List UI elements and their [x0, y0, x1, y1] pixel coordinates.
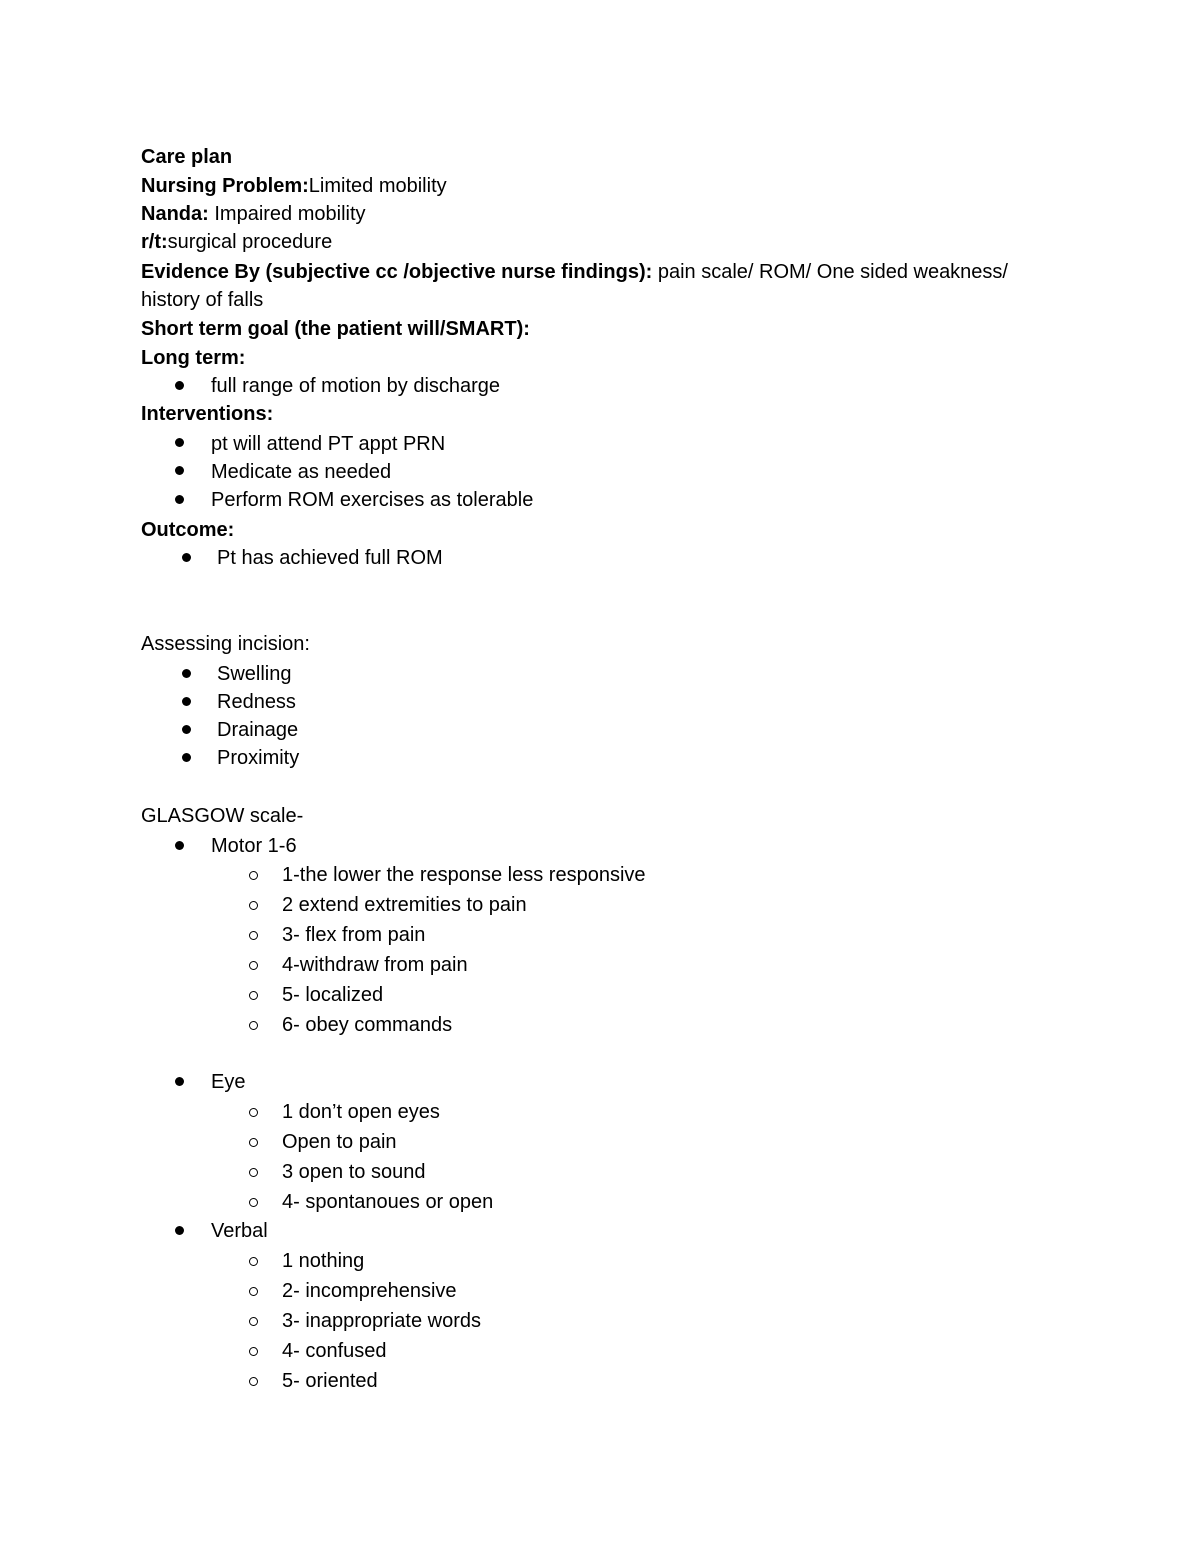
sub-bullet-icon [249, 1377, 258, 1386]
verbal-item: 4- confused [282, 1340, 387, 1362]
bullet-icon [175, 381, 184, 390]
eye-item: 4- spontanoues or open [282, 1191, 494, 1213]
motor-item: 1-the lower the response less responsive [282, 864, 646, 886]
eye-item: 1 don’t open eyes [282, 1101, 440, 1123]
evidence-value: pain scale/ ROM/ One sided weakness/ [652, 261, 1008, 283]
sub-bullet-icon [249, 1257, 258, 1266]
motor-item: 2 extend extremities to pain [282, 894, 527, 916]
rt-label: r/t: [141, 231, 168, 253]
nursing-problem-value: Limited mobility [308, 175, 447, 197]
bullet-icon [175, 841, 184, 850]
incision-item: Swelling [217, 663, 292, 685]
interventions-label: Interventions: [141, 403, 274, 425]
long-term-item: full range of motion by discharge [211, 375, 501, 397]
verbal-item: 1 nothing [282, 1250, 365, 1272]
motor-item: 5- localized [282, 984, 384, 1006]
incision-item: Drainage [217, 719, 299, 741]
evidence-value-cont: history of falls [141, 289, 264, 311]
glasgow-title: GLASGOW scale- [141, 805, 304, 827]
glasgow-motor-label: Motor 1-6 [211, 835, 297, 857]
outcome-item: Pt has achieved full ROM [217, 547, 443, 569]
motor-item: 4-withdraw from pain [282, 954, 468, 976]
sub-bullet-icon [249, 901, 258, 910]
verbal-item: 5- oriented [282, 1370, 378, 1392]
glasgow-verbal-label: Verbal [211, 1220, 268, 1242]
evidence-label: Evidence By (subjective cc /objective nurse findings): [141, 261, 653, 283]
sub-bullet-icon [249, 961, 258, 970]
intervention-item: pt will attend PT appt PRN [211, 433, 446, 455]
incision-item: Redness [217, 691, 296, 713]
evidence-line [141, 260, 1008, 284]
incision-title: Assessing incision: [141, 633, 310, 655]
sub-bullet-icon [249, 1317, 258, 1326]
glasgow-eye-label: Eye [211, 1071, 246, 1093]
bullet-icon [175, 466, 184, 475]
nursing-problem-label: Nursing Problem: [141, 175, 309, 197]
sub-bullet-icon [249, 1138, 258, 1147]
bullet-icon [175, 438, 184, 447]
care-plan-title: Care plan [141, 146, 233, 168]
nanda-value: Impaired mobility [208, 203, 366, 225]
bullet-icon [182, 553, 191, 562]
verbal-item: 3- inappropriate words [282, 1310, 481, 1332]
nursing-problem-line [141, 174, 447, 198]
bullet-icon [182, 753, 191, 762]
outcome-label: Outcome: [141, 519, 235, 541]
bullet-icon [175, 495, 184, 504]
sub-bullet-icon [249, 1108, 258, 1117]
motor-item: 6- obey commands [282, 1014, 453, 1036]
sub-bullet-icon [249, 1198, 258, 1207]
eye-item: 3 open to sound [282, 1161, 426, 1183]
nanda-line [141, 202, 366, 226]
bullet-icon [175, 1226, 184, 1235]
incision-item: Proximity [217, 747, 300, 769]
bullet-icon [182, 725, 191, 734]
intervention-item: Medicate as needed [211, 461, 392, 483]
motor-item: 3- flex from pain [282, 924, 426, 946]
bullet-icon [182, 669, 191, 678]
bullet-icon [182, 697, 191, 706]
sub-bullet-icon [249, 1347, 258, 1356]
sub-bullet-icon [249, 1168, 258, 1177]
eye-item: Open to pain [282, 1131, 397, 1153]
intervention-item: Perform ROM exercises as tolerable [211, 489, 534, 511]
sub-bullet-icon [249, 991, 258, 1000]
rt-line [141, 230, 332, 254]
short-term-goal-label: Short term goal (the patient will/SMART): [141, 318, 530, 340]
bullet-icon [175, 1077, 184, 1086]
verbal-item: 2- incomprehensive [282, 1280, 457, 1302]
rt-value: surgical procedure [167, 231, 333, 253]
nanda-label: Nanda: [141, 203, 209, 225]
sub-bullet-icon [249, 871, 258, 880]
sub-bullet-icon [249, 931, 258, 940]
sub-bullet-icon [249, 1021, 258, 1030]
long-term-label: Long term: [141, 347, 246, 369]
sub-bullet-icon [249, 1287, 258, 1296]
